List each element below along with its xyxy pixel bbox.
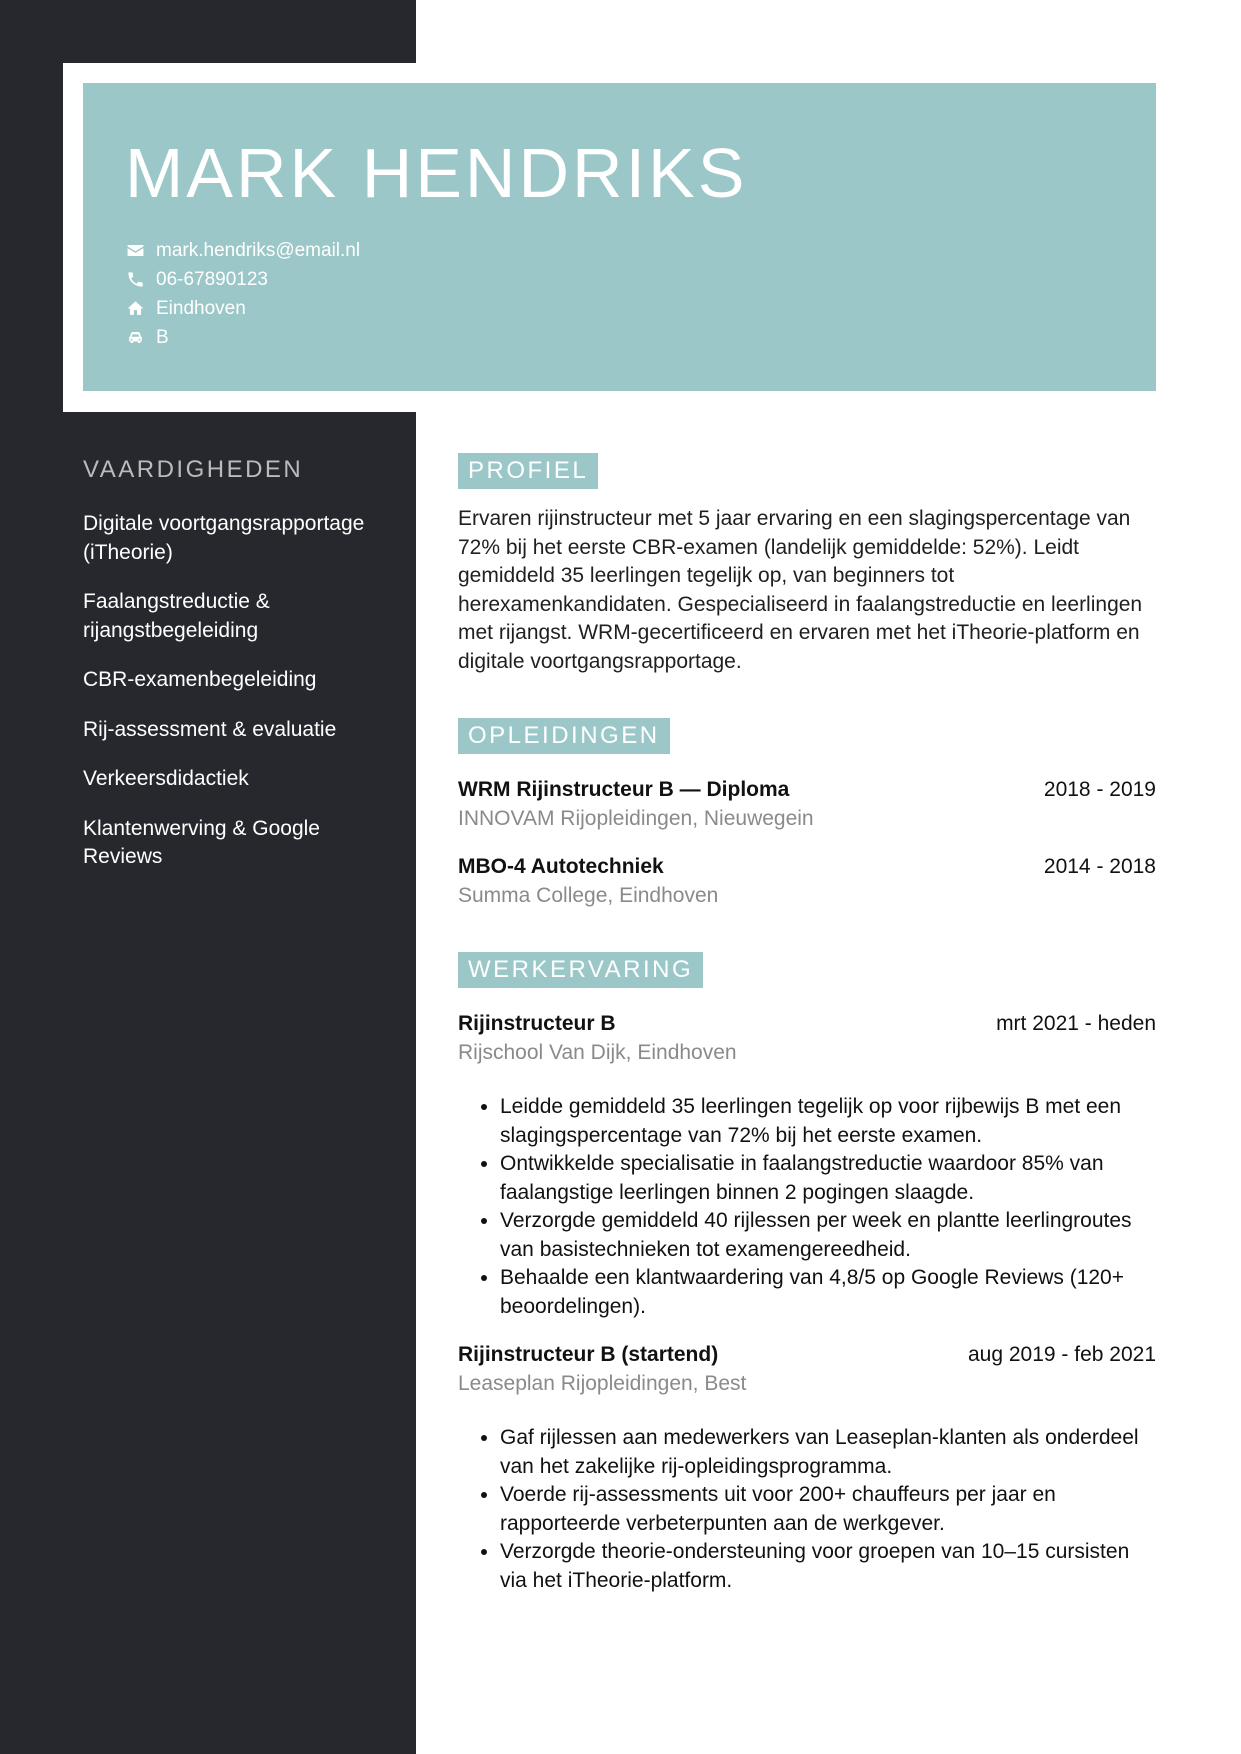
education-title: MBO-4 Autotechniek — [458, 855, 664, 878]
job-entry — [458, 1341, 1156, 1595]
job-company: Rijschool Van Dijk, Eindhoven — [458, 1040, 737, 1064]
skill-item: Digitale voortgangsrapportage (iTheorie) — [83, 512, 365, 564]
skill-item: Faalangstreductie & rijangstbegeleiding — [83, 590, 270, 642]
education-date: 2014 - 2018 — [1043, 855, 1156, 878]
job-title: Rijinstructeur B — [458, 1012, 616, 1035]
profile-heading: PROFIEL — [458, 453, 598, 489]
job-bullet: • Verzorgde gemiddeld 40 rijlessen per week en plantte leerlingroutes van basistechnieken tot examengereedheid. — [500, 1207, 1156, 1264]
skill-item: Verkeersdidactiek — [83, 767, 249, 790]
contact-license — [125, 323, 360, 352]
skill-item: CBR-examenbegeleiding — [83, 668, 317, 691]
education-item — [458, 776, 1156, 833]
skill-item: Klantenwerving & Google Reviews — [83, 816, 320, 868]
phone-icon — [125, 270, 145, 290]
contact-list — [125, 236, 360, 352]
job-bullet: • Gaf rijlessen aan medewerkers van Leaseplan-klanten als onderdeel van het zakelijke rij-opleidingsprogramma. — [500, 1424, 1156, 1481]
education-title: WRM Rijinstructeur B — Diploma — [458, 778, 790, 801]
experience-heading: WERKERVARING — [458, 952, 703, 988]
contact-city-text: Eindhoven — [156, 297, 246, 319]
job-entry — [458, 1010, 1156, 1321]
job-date: aug 2019 - feb 2021 — [968, 1343, 1156, 1366]
job-bullet: • Ontwikkelde specialisatie in faalangstreductie waardoor 85% van faalangstige leerlingen binnen 2 pogingen slaagde. — [500, 1150, 1156, 1207]
envelope-icon — [125, 241, 145, 261]
skills-section — [83, 452, 383, 893]
job-bullets — [458, 1424, 1156, 1595]
job-bullet: • Leidde gemiddeld 35 leerlingen tegelijk op voor rijbewijs B met een slagingspercentage van 72% bij het eerste examen. — [500, 1093, 1156, 1150]
contact-email — [125, 236, 360, 265]
job-title: Rijinstructeur B (startend) — [458, 1343, 719, 1366]
profile-text: Ervaren rijinstructeur met 5 jaar ervaring en een slagingspercentage van 72% bij het eerste CBR-examen (landelijk gemiddelde: 52%). Leidt gemiddeld 35 leerlingen tegelijk op, van beginners tot herexamenkandidaten. Gespecialiseerd in faalangstreductie en leerlingen met rijangst. WRM-gecertificeerd en ervaren met het iTheorie-platform en digitale voortgangsrapportage. — [458, 507, 1143, 673]
contact-city — [125, 294, 360, 323]
home-icon — [125, 299, 145, 319]
job-bullet: • Verzorgde theorie-ondersteuning voor groepen van 10–15 cursisten via het iTheorie-platform. — [500, 1538, 1156, 1595]
car-icon — [125, 328, 145, 348]
job-company: Leaseplan Rijopleidingen, Best — [458, 1371, 747, 1395]
main-content — [458, 453, 1156, 1595]
education-date: 2018 - 2019 — [1043, 778, 1156, 801]
skills-heading: VAARDIGHEDEN — [83, 456, 304, 483]
education-item — [458, 853, 1156, 910]
education-section — [458, 718, 1156, 910]
contact-email-text: mark.hendriks@email.nl — [156, 239, 361, 261]
contact-phone — [125, 265, 360, 294]
skill-item: Rij-assessment & evaluatie — [83, 717, 337, 741]
contact-phone-text: 06-67890123 — [156, 268, 268, 290]
education-institution: Summa College, Eindhoven — [458, 883, 719, 907]
job-date: mrt 2021 - heden — [996, 1012, 1156, 1035]
job-bullet: • Voerde rij-assessments uit voor 200+ chauffeurs per jaar en rapporteerde verbeterpunten aan de werkgever. — [500, 1481, 1156, 1538]
candidate-name: MARK HENDRIKS — [125, 134, 748, 212]
job-bullets — [458, 1093, 1156, 1321]
education-heading: OPLEIDINGEN — [458, 718, 670, 754]
education-institution: INNOVAM Rijopleidingen, Nieuwegein — [458, 806, 814, 830]
experience-section — [458, 952, 1156, 1595]
profile-section — [458, 453, 1156, 676]
job-bullet: • Behaalde een klantwaardering van 4,8/5 op Google Reviews (120+ beoordelingen). — [500, 1264, 1156, 1321]
contact-license-text: B — [156, 326, 169, 348]
